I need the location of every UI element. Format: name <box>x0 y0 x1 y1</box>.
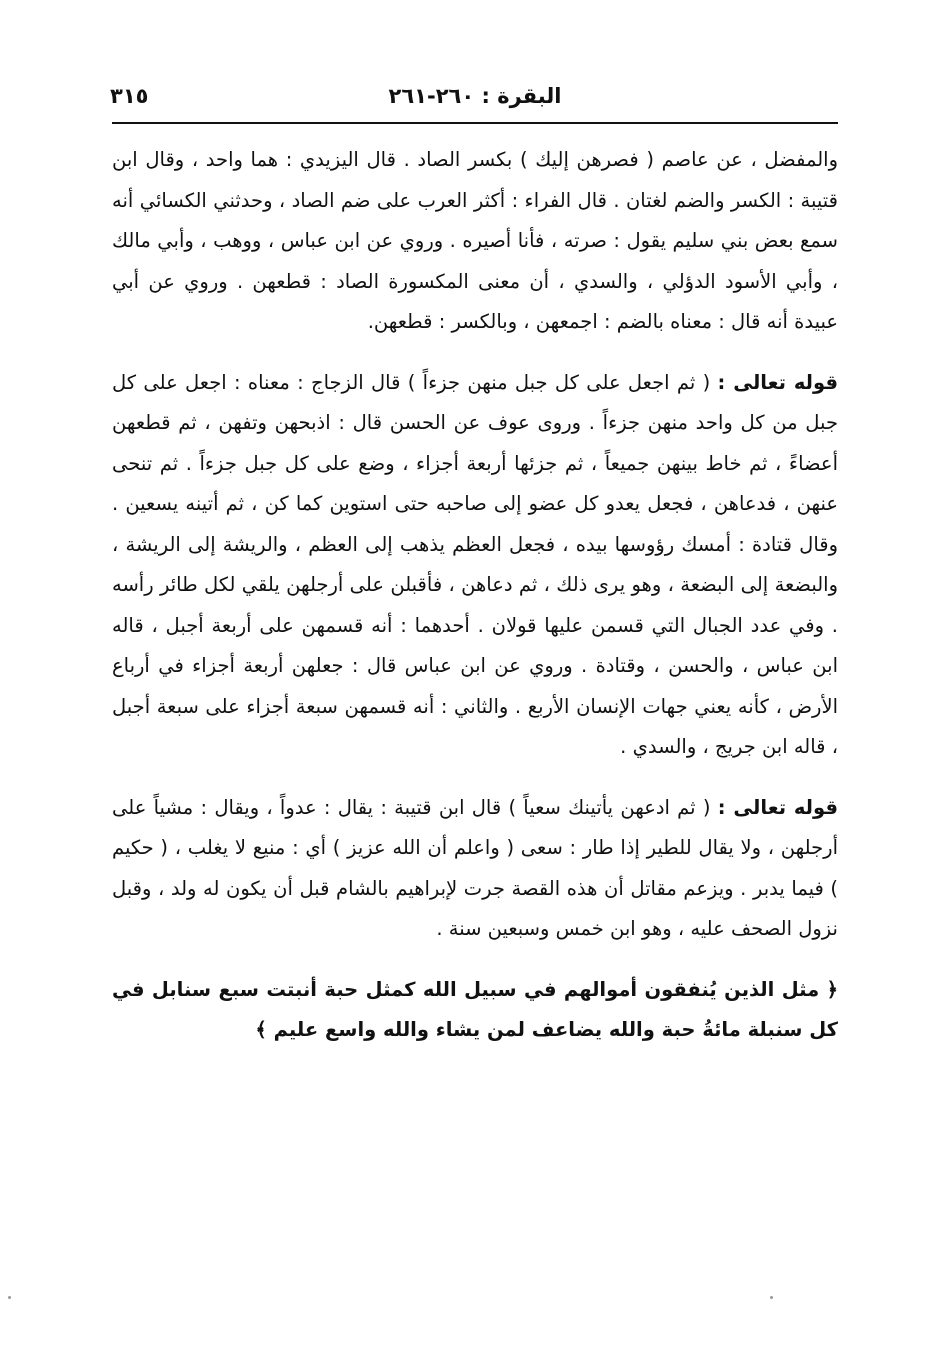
paragraph-spacer <box>112 950 838 970</box>
paragraph-2-lead: قوله تعالى : <box>717 370 839 394</box>
paragraph-spacer <box>112 343 838 363</box>
paragraph-3-text: ( ثم ادعهن يأتينك سعياً ) قال ابن قتيبة : يقال : عدواً ، ويقال : مشياً على أرجلهن ، ولا يقال للطير إذا طار : سعى ( واعلم أن الله عزيز ) أي : منيع لا يغلب ، ( حكيم ) فيما يدبر . ويزعم مقاتل أن هذه القصة جرت لإبراهيم بالشام قبل أن يكون له ولد ، وقبل نزول الصحف عليه ، وهو ابن خمس وسبعين سنة . <box>112 795 838 940</box>
header-rule <box>112 122 838 124</box>
paragraph-1 <box>112 140 838 343</box>
scan-speck <box>770 1296 773 1299</box>
paragraph-spacer <box>112 768 838 788</box>
paragraph-3-lead: قوله تعالى : <box>717 795 839 819</box>
page-header <box>110 80 840 120</box>
page-number: ٣١٥ <box>110 84 149 108</box>
running-head: البقرة : ٢٦٠-٢٦١ <box>388 84 562 108</box>
quran-verse: ﴿ مثل الذين يُنفقون أموالهم في سبيل الله كمثل حبة أنبتت سبع سنابل في كل سنبلة مائةُ حبة والله يضاعف لمن يشاء والله واسع عليم ﴾ <box>112 977 838 1041</box>
paragraph-3 <box>112 788 838 950</box>
body-text <box>112 140 838 1051</box>
paragraph-2 <box>112 363 838 768</box>
scan-speck <box>8 1296 11 1299</box>
paragraph-2-text: ( ثم اجعل على كل جبل منهن جزءاً ) قال الزجاج : معناه : اجعل على كل جبل من كل واحد منهن جزءاً . وروى عوف عن الحسن قال : اذبحهن وتفهن ، ثم قطعهن أعضاءً ، ثم خاط بينهن جميعاً ، ثم جزئها أربعة أجزاء ، وضع على كل جبل جزءاً . ثم تنحى عنهن ، فدعاهن ، فجعل يعدو كل عضو إلى صاحبه حتى استوين كما كن ، ثم أتينه يسعين . وقال قتادة : أمسك رؤوسها بيده ، فجعل العظم يذهب إلى العظم ، والريشة إلى الريشة ، والبضعة إلى البضعة ، وهو يرى ذلك ، ثم دعاهن ، فأقبلن على أرجلهن يلقي لكل طائر رأسه . وفي عدد الجبال التي قسمن عليها قولان . أحدهما : أنه قسمهن على أربعة أجبل ، قاله ابن عباس ، والحسن ، وقتادة . وروي عن ابن عباس قال : جعلهن أربعة أجزاء في أرباع الأرض ، كأنه يعني جهات الإنسان الأربع . والثاني : أنه قسمهن سبعة أجزاء على سبعة أجبل ، قاله ابن جريج ، والسدي . <box>112 370 838 758</box>
paragraph-1-text: والمفضل ، عن عاصم ( فصرهن إليك ) بكسر الصاد . قال اليزيدي : هما واحد ، وقال ابن قتيبة : الكسر والضم لغتان . قال الفراء : أكثر العرب على ضم الصاد ، وحدثني الكسائي أنه سمع بعض بني سليم يقول : صرته ، فأنا أصيره . وروي عن ابن عباس ، ووهب ، وأبي مالك ، وأبي الأسود الدؤلي ، والسدي ، أن معنى المكسورة الصاد : قطعهن . وروي عن أبي عبيدة أنه قال : معناه بالضم : اجمعهن ، وبالكسر : قطعهن. <box>112 148 838 333</box>
